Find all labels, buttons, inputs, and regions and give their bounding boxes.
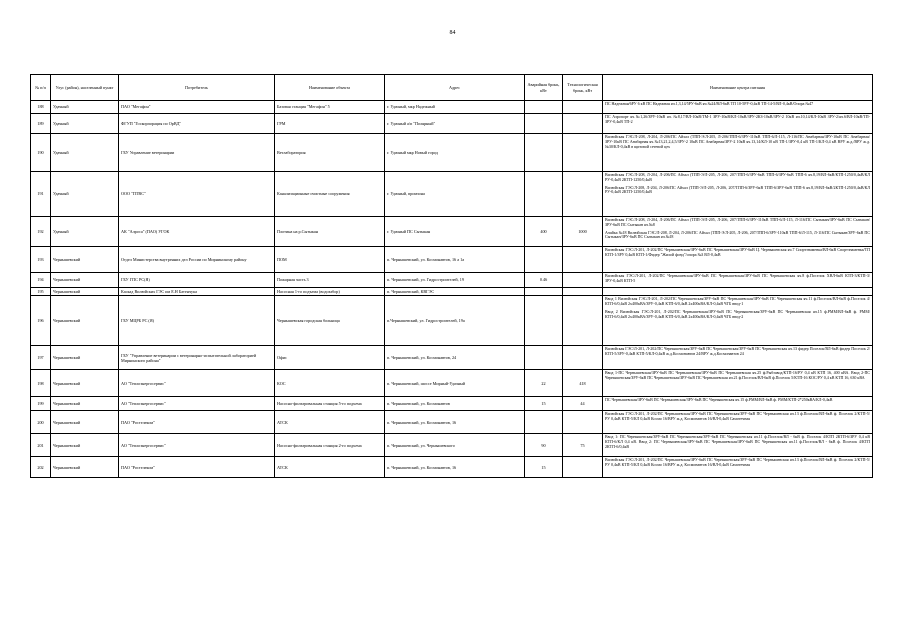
row-power-source: [603, 288, 873, 296]
row-district: Чернышевский: [51, 397, 119, 411]
row-object: АТСК: [275, 457, 385, 478]
row-tech-reserve: [563, 247, 603, 273]
row-tech-reserve: 418: [563, 370, 603, 397]
table-row: [31, 172, 873, 217]
power-source-line: ПС Надежная/6РУ 6 кВ ПС Надежная яч.1,3,14/5РУ-6кВ яч.№24/ВЛ-6кВ ТП 10-5РУ-0,4кВ ТП-14-5/ВЛ-0,4кВ/Опора №47: [605, 101, 814, 106]
row-address: п. Чернышевский, ул. Космонавтов, 24: [385, 346, 525, 370]
row-power-source: [603, 247, 873, 273]
row-tech-reserve: [563, 457, 603, 478]
row-address: г. Удачный мкр Новый город: [385, 134, 525, 172]
row-power-source: [603, 434, 873, 457]
row-consumer: ПАО "Ростелеком": [119, 457, 275, 478]
row-tech-reserve: [563, 346, 603, 370]
row-object: Пожарная часть 3: [275, 273, 385, 288]
row-emergency-reserve: [525, 134, 563, 172]
table-body: [31, 101, 873, 478]
row-number: 194: [31, 273, 51, 288]
row-object: Офис: [275, 346, 385, 370]
row-tech-reserve: 75: [563, 434, 603, 457]
row-number: 190: [31, 134, 51, 172]
row-address: п. Чернышевский, ул. Космонавтов, 16 а 1а: [385, 247, 525, 273]
table-row: [31, 288, 873, 296]
row-address: п. Чернышевский, ул. Космонавтов, 16: [385, 457, 525, 478]
row-tech-reserve: [563, 172, 603, 217]
row-power-source: [603, 134, 873, 172]
row-tech-reserve: [563, 114, 603, 134]
row-emergency-reserve: 15: [525, 457, 563, 478]
row-power-source: [603, 114, 873, 134]
row-power-source: [603, 411, 873, 434]
row-number: 189: [31, 114, 51, 134]
energy-consumers-table: [30, 74, 873, 478]
power-source-line: Вилюйская ГЭС/Л-201, Л-202/ПС Чернышевская/ЗРУ-6кВ ПС Чернышевская/ЗРУ-6кВ Ц. Чернышевская яч.7 Спортзнаменка/ВЛ-6кВ Спортзнаменка/ТП КТП-1/ЗРУ 0,4кВ КТП-1/Фидер "Жилой фонд"/опора №3 ВЛ-0,4кВ: [605, 247, 870, 257]
row-district: Чернышевский: [51, 288, 119, 296]
power-source-line: Вилюйская ГЭС/Л-201, Л-202/ПС Чернышевская/ЗРУ-6кВ ПС Чернышевская/ЗРУ-6кВ ПС Чернышевская яч.8 ф.Поселок ХВЛ-6кВ КТП-3/КТП-3/ЗРУ-0,4кВ КТП-5: [605, 273, 870, 283]
row-emergency-reserve: [525, 247, 563, 273]
row-object: Плотина на р.Сытыкан: [275, 217, 385, 247]
page-number: 84: [449, 30, 456, 36]
row-consumer: ООО "ПТВС": [119, 172, 275, 217]
table-row: [31, 346, 873, 370]
row-emergency-reserve: [525, 411, 563, 434]
row-address: п. Чернышевский, КВГЭС: [385, 288, 525, 296]
row-emergency-reserve: 22: [525, 370, 563, 397]
table-row: [31, 457, 873, 478]
row-emergency-reserve: [525, 114, 563, 134]
row-number: 196: [31, 296, 51, 346]
row-number: 191: [31, 172, 51, 217]
row-tech-reserve: [563, 296, 603, 346]
row-address: п. Чернышевский, ул. Чернышевского: [385, 434, 525, 457]
row-object: ГРМ: [275, 114, 385, 134]
header-address: Адрес: [385, 75, 525, 101]
row-number: 202: [31, 457, 51, 478]
row-number: 188: [31, 101, 51, 114]
row-address: г. Удачный а/п "Полярный": [385, 114, 525, 134]
row-address: г. Удачный, мкр Надежный: [385, 101, 525, 114]
row-emergency-reserve: 400: [525, 217, 563, 247]
row-tech-reserve: [563, 134, 603, 172]
power-source-line: Вилюйская ГЭС/Л-201, Л-202/ПС Чернышевская/ЗРУ-6кВ ПС Чернышевская/ЗРУ-6кВ ПС Чернышевская яч.13 ф.Поселок/ВЛ-6кВ ф. Поселок 2/КТП-5/РУ 0,4кВ КТП-5/КЛ 0,4кВ Космо 16/ВРУ ж.д. Космонавтов 16/ВЛ-0,4кВ Самотечная: [605, 457, 870, 468]
row-object: Ветлаборатория: [275, 134, 385, 172]
row-address: г. Удачный ПС Сытыкан: [385, 217, 525, 247]
power-source-line: Ачайка №18 Вилюйская ГЭС/Л-208, Л-204, Л-206/ПС Айхал (ТПП-Э/Л-205, Л-206, 207/ТПП-6/ЗРУ-110кВ ТПП-6/Л-115, Л-116/ПС Сытыкан/ЗРУ-6кВ ПС Сытыкан/ЗРУ-6кВ ПС Сытыкан яч.№18: [605, 229, 870, 240]
header-number: № п/п: [31, 75, 51, 101]
row-power-source: [603, 457, 873, 478]
power-source-line: ПС Чернышевская/ЗРУ-6кВ ПС Чернышевская/ЗРУ-6кВ ПС Чернышевская яч.15 ф.РММ/ВЛ-6кВ ф. РММ/КТП-2*250кВА/КЛ-0,4кВ: [605, 397, 833, 403]
row-emergency-reserve: [525, 101, 563, 114]
row-consumer: АО "Теплоэнергосервис": [119, 434, 275, 457]
row-number: 200: [31, 411, 51, 434]
row-power-source: [603, 172, 873, 217]
power-source-line: Вилюйская ГЭС/Л-208, Л-204, Л-206/ПС Айхал (ТПП-Э/Л-205, Л-206, 207/ТПП-6/ЗРУ-6кВ ТПП-6/ЗРУ-6кВ ТПП-6 яч.8,19/ВЛ-6кВ/2КТП-1250/0,4кВ/КЛ РУ-0,4кВ 2КТП-1250/0,4кВ: [605, 184, 870, 195]
table-row: [31, 411, 873, 434]
row-object: Насосно-фильтровальная станция 2-го подъема: [275, 434, 385, 457]
row-tech-reserve: [563, 288, 603, 296]
row-emergency-reserve: 90: [525, 434, 563, 457]
row-power-source: [603, 346, 873, 370]
row-number: 201: [31, 434, 51, 457]
header-district: Улус (район), населенный пункт: [51, 75, 119, 101]
row-object: АТСК: [275, 411, 385, 434]
row-district: Чернышевский: [51, 296, 119, 346]
row-address: п.Чернышевский, ул. Гидростроителей, 19а: [385, 296, 525, 346]
power-source-line: Ввод 1 Вилюйская ГЭС/Л-201, Л-202/ПС Чернышевская/ЗРУ-6кВ ПС Чернышевская/ЗРУ-6кВ ПС Чернышевская яч.11 ф.Поселок/ВЛ-6кВ ф.Поселок 4/КТП-6/0,4кВ 2х400кВА/ЗРУ-0,4кВ КТП-6/0,4кВ 2х400кВА/КЛ-0,4кВ ЧГБ ввод-1: [605, 296, 870, 307]
row-object: Чернышевская городская больница: [275, 296, 385, 346]
row-consumer: АК "Алроса" (ПАО) УГОК: [119, 217, 275, 247]
row-consumer: ГБУ Управление ветеринарии: [119, 134, 275, 172]
row-power-source: [603, 296, 873, 346]
row-tech-reserve: [563, 101, 603, 114]
row-number: 198: [31, 370, 51, 397]
row-number: 195: [31, 288, 51, 296]
row-object: ПОМ: [275, 247, 385, 273]
row-consumer: ГБУ ГПС РС(Я): [119, 273, 275, 288]
table-row: [31, 247, 873, 273]
row-consumer: АО "Теплоэнергосервис": [119, 370, 275, 397]
row-address: п. Чернышевский, шоссе Мирный-Удачный: [385, 370, 525, 397]
row-emergency-reserve: [525, 172, 563, 217]
power-source-line: ПС Аэропорт яч.№1,26/ЗРУ-10кВ яч. №8,17/ВЛ-10кВ/ТМ-1 ЗРУ-10кВ/КЛ-10кВ/ЗРУ-2КЗ-10кВ/ЗРУ-2 10кВ яч.10,14/КЛ-10кВ ЗРУ-2/яч.6/ВЛ-10кВ/ТП-ЗРУ-0,4кВ ТП-2: [605, 114, 870, 124]
row-address: г. Удачный, промзона: [385, 172, 525, 217]
power-source-line: Вилюйская ГЭС/Л-208, Л-204, Л-206/ПС Айхал (ТПП-Э/Л-205, Л-206, 207/ТПП-6/ЗРУ-6кВ ТПП-6/ЗРУ-6кВ ТПП-6 яч.8,19/ВЛ-6кВ/КТП-1250/0,4кВ/КЛ РУ-0,4кВ 2КТП-1250/0,4кВ: [605, 172, 870, 182]
row-number: 197: [31, 346, 51, 370]
row-object: Насосная 1-го подъема (водозабор): [275, 288, 385, 296]
row-consumer: ГБУ "Управление ветеринарии с ветеринарно-испытательной лабораторией Мирнинского района": [119, 346, 275, 370]
power-source-line: Ввод 1: ПС Чернышевская/ЗРУ-6кВ ПС Чернышевская/ЗРУ-6кВ ПС Чернышевская яч.11 ф.Поселок/ВЛ - 6кВ ф. Поселок 4/КТП 2КТП-6/ЗРУ 0,4 кВ КТП-6/КЛ 0,4 кВ. Ввод 2: ПС Чернышевская/ЗРУ-6кВ ПС Чернышевская/ЗРУ-6кВ ПС Чернышевская яч.11 ф.Поселок/ВЛ - 6кВ ф. Поселок 4/КТП 2КТП-6/0,4кВ: [605, 434, 870, 449]
power-source-line: Ввод 2 Вилюйская ГЭС/Л-201, Л-202/ПС Чернышевская/ЗРУ-6кВ ПС Чернышевская/ЗРУ-6кВ ПС Чернышевская яч.15 ф.РММ/ВЛ-6кВ ф. РММ/КТП-6/0,4кВ 2х400кВА/ЗРУ-0,4кВ КТП-6/0,4кВ 2х400кВА/КЛ-0,4кВ ЧГБ ввод-2: [605, 308, 870, 319]
row-emergency-reserve: [525, 346, 563, 370]
row-consumer: ПАО "Ростелеком": [119, 411, 275, 434]
row-power-source: [603, 370, 873, 397]
table-row: [31, 114, 873, 134]
row-district: Удачный: [51, 172, 119, 217]
row-power-source: [603, 101, 873, 114]
row-tech-reserve: 44: [563, 397, 603, 411]
table-row: [31, 134, 873, 172]
row-address: п. Чернышевский, ул. Космонавтов: [385, 397, 525, 411]
header-object: Наименование объекта: [275, 75, 385, 101]
table-row: [31, 217, 873, 247]
row-object: КОС: [275, 370, 385, 397]
table-header-row: [31, 75, 873, 101]
header-emergency-reserve: Аварийная бронь, кВт: [525, 75, 563, 101]
row-district: Чернышевский: [51, 247, 119, 273]
row-district: Чернышевский: [51, 346, 119, 370]
power-source-line: Вилюйская ГЭС/Л-201, Л-202/ПС Чернышевская/ЗРУ-6кВ ПС Чернышевская/ЗРУ-6кВ ПС Чернышевская яч.13 ф.Поселок/ВЛ-6кВ ф. Поселок 2/КТП-5/РУ 0,4кВ КТП-5/КЛ 0,4кВ Космо 16/ВРУ ж.д. Космонавтов 16/ВЛ-0,4кВ Самотечная: [605, 411, 870, 422]
power-source-line: Вилюйская ГЭС/Л-208, Л-204, Л-206/ПС Айхал (ТПП-Э/Л-205, Л-206/ТПП-6/ЗРУ-110кВ ТПП-6/Л-115, Л-116/ПС Анабарная/ЗРУ-10кВ ПС Анабарная/ЗРУ-10кВ ПС Анабарная яч.№13,21,2,4,5/ЗРУ-2 10кВ ПС Анабарная/ЗРУ-2 10кВ яч.13,14/КЛ-10 кВ ТП-1/ЗРУ-0,4 кВ ТП-1/КЛ-0,4 кВ ВРУ ж.д./ВРУ ж.д. №30/КЛ-0,4кВ в щитовой сетевой цех: [605, 134, 870, 149]
power-source-line: Вилюйская ГЭС/Л-201, Л-202/ПС Чернышевская/ЗРУ-6кВ ПС Чернышевская/ЗРУ-6кВ ПС Чернышевская яч.13 фидер Поселок/ВЛ-6кВ фидер Поселок 2/КТП-5/ЗРУ-0,4кВ КТП-5/КЛ-0,4кВ ж.д.Космонавтов 24/ВРУ ж.д.Космонавтов 24: [605, 346, 870, 357]
table-row: [31, 101, 873, 114]
row-number: 192: [31, 217, 51, 247]
row-power-source: [603, 217, 873, 247]
row-district: Удачный: [51, 134, 119, 172]
row-tech-reserve: 1000: [563, 217, 603, 247]
row-emergency-reserve: [525, 296, 563, 346]
row-address: п. Чернышевский, ул. Гидростроителей, 19: [385, 273, 525, 288]
row-emergency-reserve: 15: [525, 397, 563, 411]
row-district: Чернышевский: [51, 457, 119, 478]
header-tech-reserve: Технологическая бронь, кВт: [563, 75, 603, 101]
row-number: 193: [31, 247, 51, 273]
header-power-source: Наименование центра питания: [603, 75, 873, 101]
row-consumer: АО "Теплоэнергосервис": [119, 397, 275, 411]
row-emergency-reserve: [525, 288, 563, 296]
row-tech-reserve: [563, 411, 603, 434]
row-district: Чернышевский: [51, 370, 119, 397]
row-power-source: [603, 397, 873, 411]
table-row: [31, 397, 873, 411]
row-tech-reserve: [563, 273, 603, 288]
header-consumer: Потребитель: [119, 75, 275, 101]
row-consumer: Каскад Вилюйских ГЭС им Е.Н Батенчука: [119, 288, 275, 296]
row-object: Насосно-фильтровальная станция 5-го подъема: [275, 397, 385, 411]
row-object: Базовая станция "Мегафон" 5: [275, 101, 385, 114]
table-row: [31, 434, 873, 457]
table-row: [31, 296, 873, 346]
table-row: [31, 370, 873, 397]
row-emergency-reserve: 0.46: [525, 273, 563, 288]
row-district: Чернышевский: [51, 411, 119, 434]
table-row: [31, 273, 873, 288]
row-district: Чернышевский: [51, 273, 119, 288]
row-district: Удачный: [51, 114, 119, 134]
power-source-line: Вилюйская ГЭС/Л-208, Л-204, Л-206/ПС Айхал (ТПП-Э/Л-205, Л-206, 207/ТПП-6/ЗРУ-110кВ ТПП-6/Л-115, Л-116/ПС Сытыкан/ЗРУ-6кВ ПС Сытыкан/ЗРУ-6кВ ПС Сытыкан яч.№8: [605, 217, 870, 227]
row-number: 199: [31, 397, 51, 411]
row-consumer: ФГУП "Госкорпорация по ОрВД": [119, 114, 275, 134]
row-district: Удачный: [51, 101, 119, 114]
row-address: п. Чернышевский, ул. Космонавтов, 16: [385, 411, 525, 434]
row-power-source: [603, 273, 873, 288]
row-object: Канализационные очистные сооружения: [275, 172, 385, 217]
power-source-line: Ввод 1-ПС Чернышевская/ЗРУ-6кВ ПС Чернышевская/ЗРУ-6кВ ПС Чернышевская яч.25 ф.Рыбзавод/КТП-16/РУ 0,4 кВ КТП 16, 400 кВА. Ввод 2-ПС Чернышевская/ЗРУ-6кВ ПС Чернышевская/ЗРУ-6кВ ПС Чернышевская яч.21 ф.Поселок/ВЛ-6кВ ф.Поселок 5/КТП-16 КОС/РУ 0,4 кВ КТП 16, 630 кВА: [605, 370, 870, 381]
row-consumer: ГБУ МЦРБ РС (Я): [119, 296, 275, 346]
row-consumer: ПАО "Мегафон": [119, 101, 275, 114]
row-district: Удачный: [51, 217, 119, 247]
row-consumer: Отдел Министерства внутренних дел России по Мирнинскому району: [119, 247, 275, 273]
row-district: Чернышевский: [51, 434, 119, 457]
